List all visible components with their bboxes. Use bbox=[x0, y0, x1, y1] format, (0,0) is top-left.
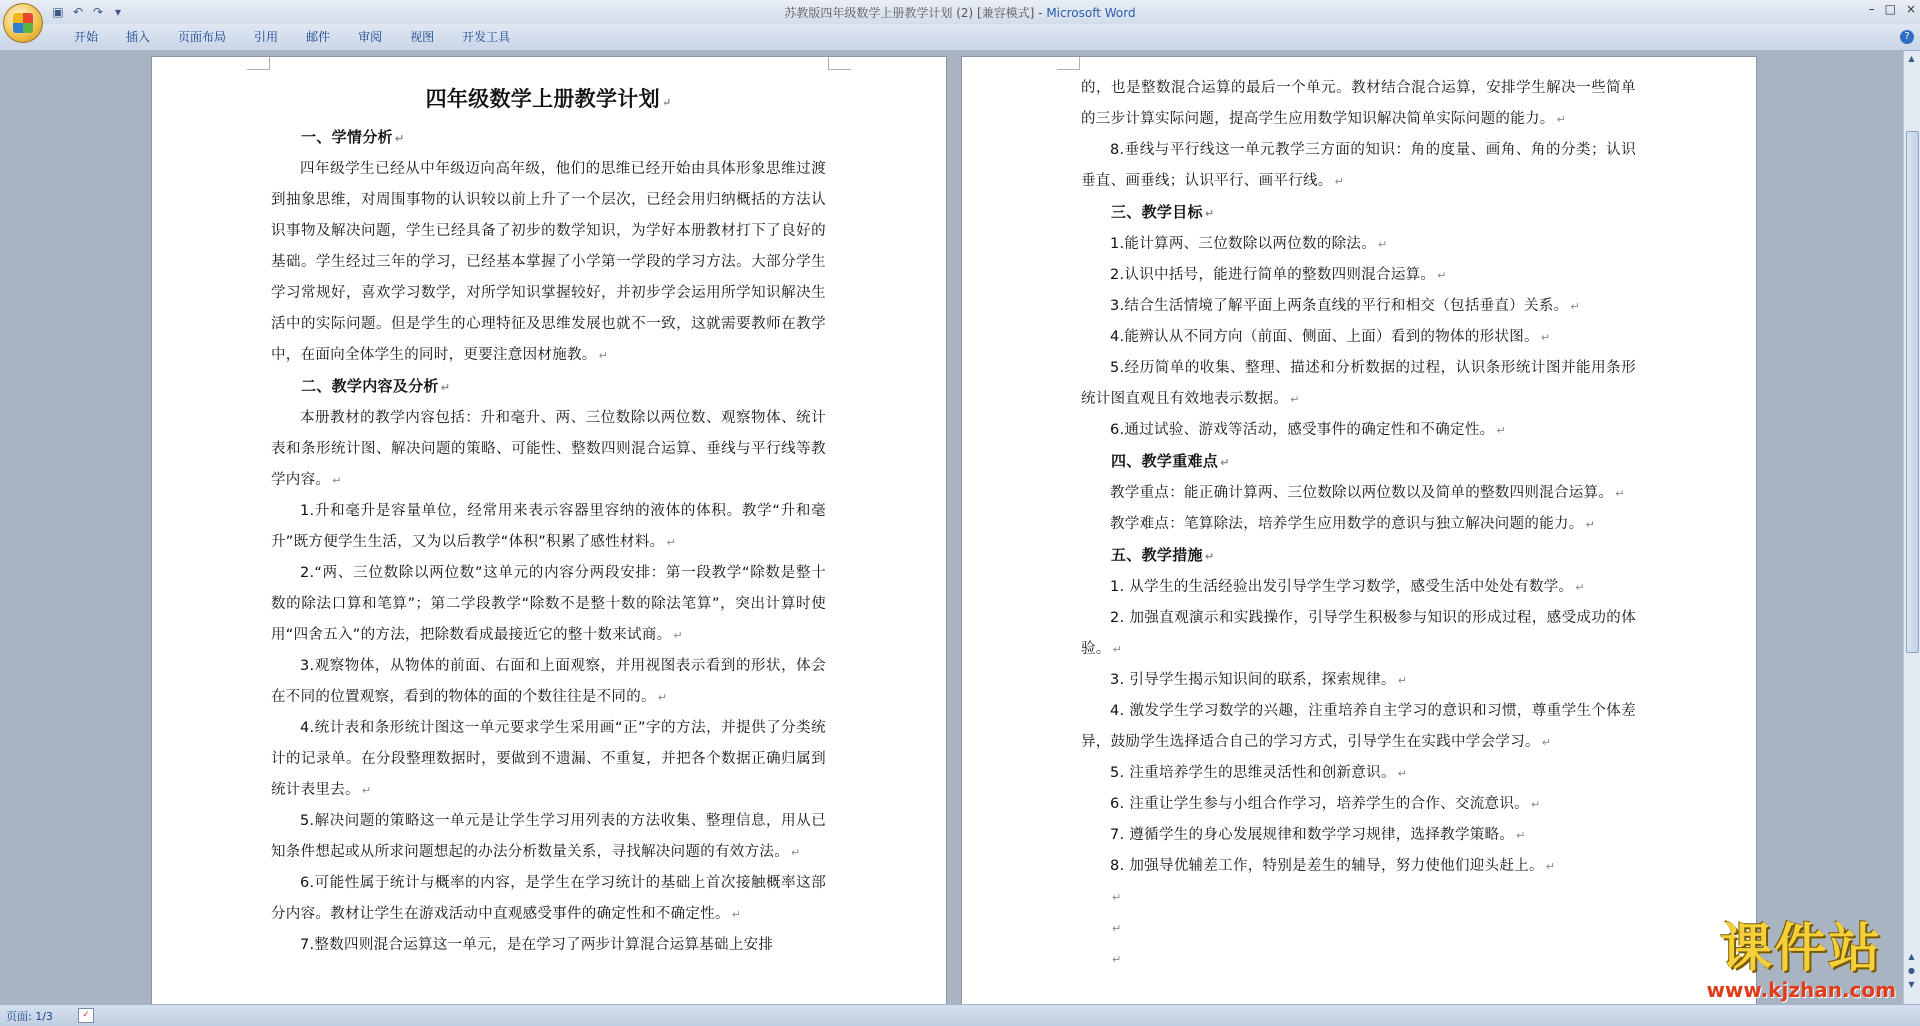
tab-developer[interactable]: 开发工具 bbox=[462, 30, 511, 44]
empty-paragraph: ↵ bbox=[1112, 891, 1122, 904]
scrollbar-thumb[interactable] bbox=[1906, 131, 1919, 653]
paragraph: 1.能计算两、三位数除以两位数的除法。 ↵ bbox=[1110, 236, 1388, 252]
title-bar bbox=[0, 0, 1920, 24]
document-page-1[interactable] bbox=[152, 57, 946, 1004]
paragraph: 8. 加强导优辅差工作，特别是差生的辅导，努力使他们迎头赶上。 ↵ bbox=[1110, 858, 1556, 874]
margin-corner bbox=[1057, 57, 1080, 70]
document-title: 四年级数学上册教学计划 ↵ bbox=[425, 86, 672, 111]
paragraph: 7. 遵循学生的身心发展规律和数学学习规律，选择教学策略。 ↵ bbox=[1110, 827, 1526, 843]
office-button[interactable] bbox=[3, 3, 43, 43]
paragraph: 1.升和毫升是容量单位，经常用来表示容器里容纳的液体的体积。教学“升和毫升”既方便学生生活，又为以后教学“体积”积累了感性材料。 ↵ bbox=[271, 503, 826, 550]
status-bar bbox=[0, 1004, 1920, 1026]
undo-icon[interactable]: ↶ bbox=[72, 5, 84, 19]
proofing-icon[interactable]: ✓ bbox=[78, 1008, 94, 1023]
tab-insert[interactable]: 插入 bbox=[126, 30, 151, 44]
paragraph: 4.统计表和条形统计图这一单元要求学生采用画“正”字的方法，并提供了分类统计的记录单。在分段整理数据时，要做到不遗漏、不重复，并把各个数据正确归属到统计表里去。 ↵ bbox=[271, 720, 826, 798]
scroll-up-icon[interactable]: ▲ bbox=[1908, 54, 1915, 63]
page-indicator[interactable]: 页面: 1/3 bbox=[6, 1010, 53, 1023]
tab-page-layout[interactable]: 页面布局 bbox=[178, 30, 227, 44]
tab-view[interactable]: 视图 bbox=[410, 30, 435, 44]
paragraph: 2.认识中括号，能进行简单的整数四则混合运算。 ↵ bbox=[1110, 267, 1447, 283]
paragraph: 教学难点：笔算除法，培养学生应用数学的意识与独立解决问题的能力。 ↵ bbox=[1110, 516, 1596, 532]
section-heading: 二、教学内容及分析 ↵ bbox=[301, 377, 451, 395]
site-watermark bbox=[1706, 920, 1896, 1002]
paragraph: 四年级学生已经从中年级迈向高年级，他们的思维已经开始由具体形象思维过渡到抽象思维，对周围事物的认识较以前上升了一个层次，已经会用归纳概括的方法认识事物及解决问题，学生已经具备了初步的数学知识，为学好本册教材打下了良好的基础。学生经过三年的学习，已经基本掌握了小学第一学段的学习方法。大部分学生学习常规好，喜欢学习数学，对所学知识掌握较好，并初步学会运用所学知识解决生活中的实际问题。但是学生的心理特征及思维发展也就不一致，这就需要教师在教学中，在面向全体学生的同时，更要注意因材施教。 ↵ bbox=[271, 161, 826, 363]
tab-review[interactable]: 审阅 bbox=[358, 30, 383, 44]
paragraph: 5. 注重培养学生的思维灵活性和创新意识。 ↵ bbox=[1110, 765, 1408, 781]
paragraph: 3. 引导学生揭示知识间的联系，探索规律。 ↵ bbox=[1110, 672, 1408, 688]
vertical-scrollbar[interactable] bbox=[1903, 51, 1920, 1004]
empty-paragraph: ↵ bbox=[1112, 922, 1122, 935]
paragraph: 教学重点：能正确计算两、三位数除以两位数以及简单的整数四则混合运算。 ↵ bbox=[1110, 485, 1625, 501]
window-controls bbox=[1869, 2, 1916, 16]
paragraph: 1. 从学生的生活经验出发引导学生学习数学，感受生活中处处有数学。 ↵ bbox=[1110, 579, 1585, 595]
paragraph: 4. 激发学生学习数学的兴趣，注重培养自主学习的意识和习惯，尊重学生个体差异，鼓励学生选择适合自己的学习方式，引导学生在实践中学会学习。 ↵ bbox=[1081, 703, 1636, 750]
ribbon-tabs bbox=[60, 29, 524, 45]
minimize-button[interactable]: – bbox=[1868, 2, 1875, 16]
paragraph: 6.可能性属于统计与概率的内容，是学生在学习统计的基础上首次接触概率这部分内容。教材让学生在游戏活动中直观感受事件的确定性和不确定性。 ↵ bbox=[271, 875, 826, 922]
watermark-url: www.kjzhan.com bbox=[1706, 978, 1896, 1002]
document-name: 苏教版四年级数学上册教学计划 (2) [兼容模式] - bbox=[784, 6, 1047, 20]
margin-corner bbox=[828, 57, 851, 70]
page-1-text[interactable] bbox=[271, 80, 826, 961]
office-logo-icon bbox=[13, 13, 33, 33]
close-button[interactable]: × bbox=[1905, 2, 1916, 16]
ribbon-tab-bar bbox=[0, 24, 1920, 51]
paragraph: 8.垂线与平行线这一单元教学三方面的知识：角的度量、画角、角的分类；认识垂直、画垂线；认识平行、画平行线。 ↵ bbox=[1081, 142, 1636, 189]
paragraph: 4.能辨认从不同方向（前面、侧面、上面）看到的物体的形状图。 ↵ bbox=[1110, 329, 1551, 345]
paragraph: 3.观察物体，从物体的前面、右面和上面观察，并用视图表示看到的形状，体会在不同的位置观察，看到的物体的面的个数往往是不同的。 ↵ bbox=[271, 658, 826, 705]
empty-paragraph: ↵ bbox=[1112, 953, 1122, 966]
customize-qat-icon[interactable]: ▾ bbox=[114, 5, 122, 19]
paragraph: 5.解决问题的策略这一单元是让学生学习用列表的方法收集、整理信息，用从已知条件想起或从所求问题想起的办法分析数量关系，寻找解决问题的有效方法。 ↵ bbox=[271, 813, 826, 860]
margin-corner bbox=[247, 57, 270, 70]
section-heading: 三、教学目标 ↵ bbox=[1111, 203, 1215, 221]
help-icon[interactable]: ? bbox=[1900, 30, 1914, 44]
app-name: Microsoft Word bbox=[1046, 6, 1136, 20]
document-page-2[interactable] bbox=[962, 57, 1756, 1004]
paragraph: 7.整数四则混合运算这一单元，是在学习了两步计算混合运算基础上安排 bbox=[300, 937, 774, 953]
previous-page-icon[interactable]: ▲ bbox=[1908, 952, 1915, 961]
browse-object-icon[interactable]: ● bbox=[1908, 966, 1915, 975]
paragraph: 6. 注重让学生参与小组合作学习，培养学生的合作、交流意识。 ↵ bbox=[1110, 796, 1541, 812]
window-title bbox=[0, 4, 1920, 21]
paragraph: 5.经历简单的收集、整理、描述和分析数据的过程，认识条形统计图并能用条形统计图直观且有效地表示数据。 ↵ bbox=[1081, 360, 1636, 407]
paragraph: 2. 加强直观演示和实践操作，引导学生积极参与知识的形成过程，感受成功的体验。 ↵ bbox=[1081, 610, 1636, 657]
paragraph: 2.“两、三位数除以两位数”这单元的内容分两段安排：第一段教学“除数是整十数的除法口算和笔算”；第二学段教学“除数不是整十数的除法笔算”，突出计算时使用“四舍五入”的方法，把除数看成最接近它的整十数来试商。 ↵ bbox=[271, 565, 826, 643]
paragraph: 6.通过试验、游戏等活动，感受事件的确定性和不确定性。 ↵ bbox=[1110, 422, 1506, 438]
page-2-text[interactable] bbox=[1081, 73, 1636, 975]
paragraph: 的，也是整数混合运算的最后一个单元。教材结合混合运算，安排学生解决一些简单的三步计算实际问题，提高学生应用数学知识解决简单实际问题的能力。 ↵ bbox=[1081, 80, 1636, 127]
paragraph: 本册教材的教学内容包括：升和毫升、两、三位数除以两位数、观察物体、统计表和条形统计图、解决问题的策略、可能性、整数四则混合运算、垂线与平行线等教学内容。 ↵ bbox=[271, 410, 826, 488]
maximize-button[interactable]: □ bbox=[1884, 2, 1896, 16]
redo-icon[interactable]: ↷ bbox=[92, 5, 104, 19]
save-icon[interactable]: ▣ bbox=[52, 5, 64, 19]
section-heading: 一、学情分析 ↵ bbox=[301, 128, 405, 146]
next-page-icon[interactable]: ▼ bbox=[1908, 980, 1915, 989]
tab-home[interactable]: 开始 bbox=[74, 30, 99, 44]
paragraph: 3.结合生活情境了解平面上两条直线的平行和相交（包括垂直）关系。 ↵ bbox=[1110, 298, 1580, 314]
tab-references[interactable]: 引用 bbox=[254, 30, 279, 44]
watermark-name: 课件站 bbox=[1720, 919, 1883, 979]
tab-mailings[interactable]: 邮件 bbox=[306, 30, 331, 44]
section-heading: 五、教学措施 ↵ bbox=[1111, 546, 1215, 564]
section-heading: 四、教学重难点 ↵ bbox=[1111, 452, 1230, 470]
